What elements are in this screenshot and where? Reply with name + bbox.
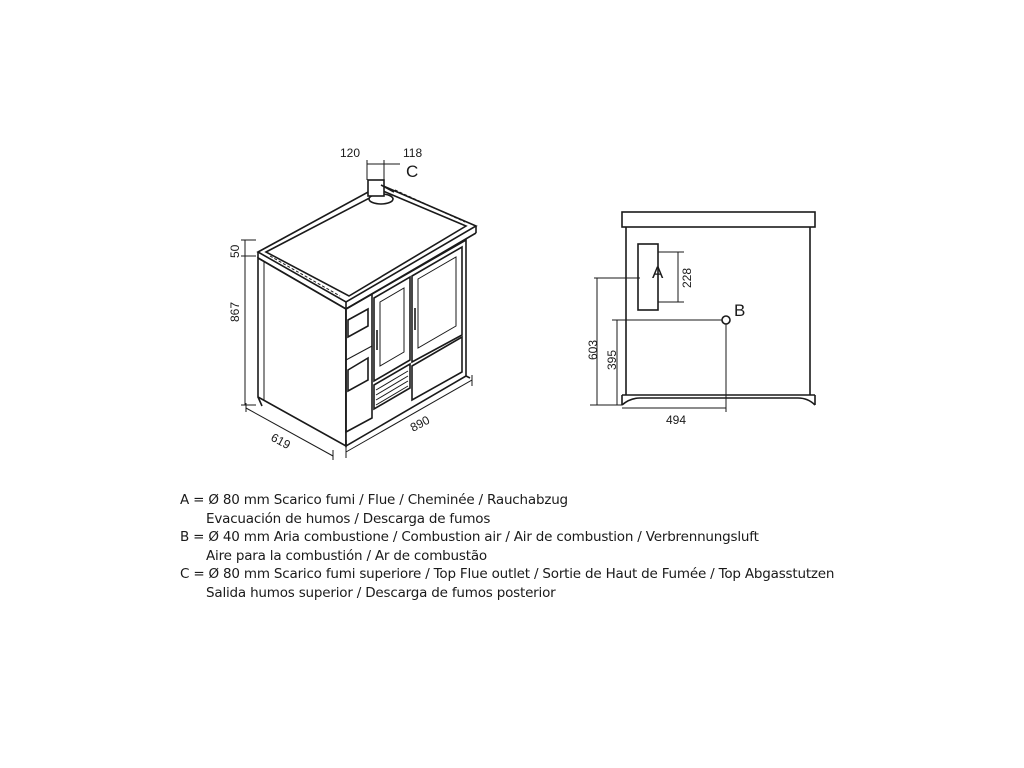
dim-height-top: 50 (228, 244, 242, 258)
dim-a-offset: 603 (586, 339, 600, 360)
legend-b-line: B = Ø 40 mm Aria combustione / Combustion air / Air de combustion / Verbrennungsluft (180, 529, 759, 546)
label-b: B (734, 301, 746, 320)
legend-c-cont: Salida humos superior / Descarga de fumos posterior (206, 584, 556, 601)
legend-b-cont: Aire para la combustión / Ar de combustão (206, 547, 487, 564)
dim-depth: 619 (268, 430, 293, 453)
label-c: C (406, 162, 419, 181)
dim-b-offset: 395 (605, 349, 619, 370)
legend-a-line: A = Ø 80 mm Scarico fumi / Flue / Cheminée / Rauchabzug (180, 492, 568, 508)
dim-top-right: 118 (403, 146, 423, 160)
dim-a-height: 228 (680, 267, 694, 288)
label-a: A (652, 263, 664, 282)
stove-rear-view (586, 212, 815, 427)
dim-top-left: 120 (340, 146, 361, 160)
legend-a-cont: Evacuación de humos / Descarga de fumos (206, 510, 491, 527)
legend-c-line: C = Ø 80 mm Scarico fumi superiore / Top Flue outlet / Sortie de Haut de Fumée / Top Abgasstutzen (180, 566, 835, 583)
dim-width: 890 (407, 412, 433, 435)
stove-isometric-view (228, 146, 476, 460)
air-inlet-b (722, 316, 730, 324)
rear-top-plate (622, 212, 815, 227)
legend (180, 491, 834, 603)
dim-b-distance: 494 (666, 413, 687, 427)
dim-height: 867 (228, 301, 242, 322)
